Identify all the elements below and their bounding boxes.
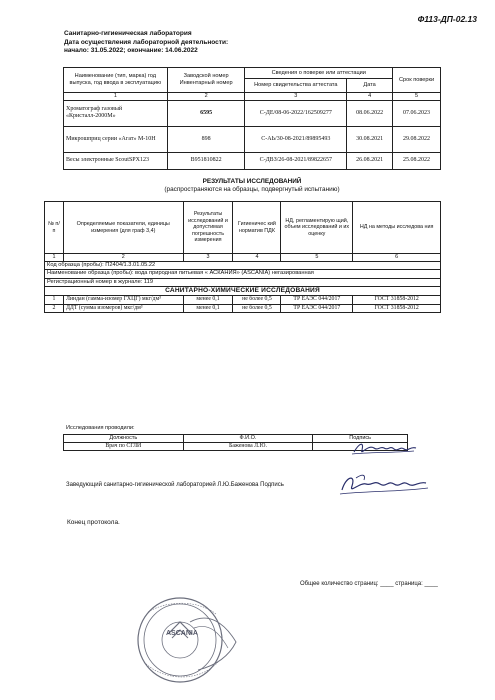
eq-header-date: Дата: [347, 79, 393, 93]
eq-col-number: 4: [347, 93, 393, 101]
rt-header-norm: Гигиеничес кий норматив ПДК: [233, 202, 281, 254]
eq-name: Весы электронные ScoutSPX123: [64, 152, 168, 169]
table-row: [45, 295, 441, 304]
rt-col-number: 1: [45, 254, 64, 262]
eq-col-number: 3: [245, 93, 347, 101]
eq-cert: С-ДВЗ/26-08-2021/89822657: [245, 152, 347, 169]
rt-num: 2: [45, 304, 64, 313]
eq-date: 30.08.2021: [347, 126, 393, 152]
eq-term: 07.06.2023: [393, 100, 441, 126]
eq-cert: С-ДЕ/08-06-2022/162509277: [245, 100, 347, 126]
rt-header-nd-norm: НД, регламентирую щий, объем исследований и их оценку: [281, 202, 353, 254]
table-row: [64, 126, 441, 152]
sg-position: Врач по СГЛИ: [64, 443, 184, 451]
eq-header-cert: Номер свидетельства аттестата: [245, 79, 347, 93]
eq-serial: 898: [167, 126, 245, 152]
eq-header-serial: Заводской номер Инвентарный номер: [167, 68, 245, 93]
eq-header-term: Срок поверки: [393, 68, 441, 93]
sg-header-position: Должность: [64, 435, 184, 443]
results-subtitle: (распространяются на образцы, подвергнутый испытанию): [164, 186, 340, 193]
eq-term: 29.08.2022: [393, 126, 441, 152]
rt-col-number: 6: [353, 254, 441, 262]
protocol-end: Конец протокола.: [67, 519, 120, 526]
rt-value: менее 0,1: [183, 304, 233, 313]
table-row: [45, 304, 441, 313]
eq-serial: B951810822: [167, 152, 245, 169]
signatures-caption: Исследования проводили:: [66, 425, 135, 431]
eq-term: 25.08.2022: [393, 152, 441, 169]
eq-name: Микрошприц серии «Агат» М-10Н: [64, 126, 168, 152]
table-row: [64, 152, 441, 169]
sg-header-sign: Подпись: [313, 435, 408, 443]
table-row: [64, 100, 441, 126]
rt-col-number: 3: [183, 254, 233, 262]
head-signature-image: [336, 472, 432, 500]
period-label: Дата осуществления лабораторной деятельности:: [64, 38, 229, 46]
rt-header-nd-method: НД на методы исследова ния: [353, 202, 441, 254]
eq-name: Хроматограф газовый «Кристалл-2000М»: [64, 100, 168, 126]
section-title: САНИТАРНО-ХИМИЧЕСКИЕ ИССЛЕДОВАНИЯ: [45, 287, 441, 296]
rt-header-indicator: Определяемые показатели, единицы измерения (для граф 3,4): [63, 202, 183, 254]
stamp-seal: [128, 582, 248, 692]
rt-nd-method: ГОСТ 31858-2012: [353, 295, 441, 304]
sample-code: Код образца (пробы): П2404/1.3.01.05.22: [45, 261, 441, 270]
rt-nd-norm: ТР ЕАЭС 044/2017: [281, 295, 353, 304]
rt-norm: не более 0,5: [233, 295, 281, 304]
rt-header-num: № п/п: [45, 202, 64, 254]
pages-count: Общее количество страниц: ____ страница: ____: [300, 581, 438, 587]
results-heading: [63, 178, 441, 194]
eq-date: 08.06.2022: [347, 100, 393, 126]
results-title: РЕЗУЛЬТАТЫ ИССЛЕДОВАНИЙ: [202, 178, 302, 185]
period-dates: начало: 31.05.2022; окончание: 14.06.2022: [64, 47, 198, 55]
rt-indicator: Линдан (гамма-изомер ГХЦГ) мкг/дм³: [63, 295, 183, 304]
rt-nd-method: ГОСТ 31858-2012: [353, 304, 441, 313]
eq-serial: 6595: [167, 100, 245, 126]
rt-num: 1: [45, 295, 64, 304]
rt-header-value: Результаты исследований и допустимая погрешность измерения: [183, 202, 233, 254]
eq-date: 26.08.2021: [347, 152, 393, 169]
sg-fio: Баженова Л.Ю.: [183, 443, 313, 451]
rt-col-number: 4: [233, 254, 281, 262]
rt-value: менее 0,1: [183, 295, 233, 304]
reg-number: Регистрационный номер в журнале: 119: [45, 278, 441, 287]
sample-name: Наименование образца (пробы): вода природная питьевая « АСКАНИЯ» (ASCANIA) негазированная: [45, 270, 441, 279]
rt-indicator: ДДТ (сумма изомеров) мкг/дм³: [63, 304, 183, 313]
eq-header-name: Наименование (тип, марка) год выпуска, год ввода в эксплуатацию: [64, 68, 168, 93]
signature-image: [350, 440, 420, 458]
lab-header: [64, 30, 228, 56]
rt-col-number: 2: [63, 254, 183, 262]
head-of-lab: Заведующий санитарно-гигиенической лабораторией Л.Ю.Баженова Подпись: [66, 482, 284, 488]
stamp-text: ASCANIA: [166, 630, 198, 637]
eq-cert: С-АЬ/30-08-2021/89895493: [245, 126, 347, 152]
lab-name: Санитарно-гигиеническая лаборатория: [64, 30, 192, 37]
rt-nd-norm: ТР ЕАЭС 044/2017: [281, 304, 353, 313]
eq-col-number: 1: [64, 93, 168, 101]
rt-norm: не более 0,5: [233, 304, 281, 313]
results-table: [44, 201, 441, 313]
eq-col-number: 2: [167, 93, 245, 101]
eq-header-verification: Сведения о поверке или аттестации: [245, 68, 393, 79]
rt-col-number: 5: [281, 254, 353, 262]
equipment-table: [63, 67, 441, 170]
form-code: Ф113-ДП-02.13: [417, 14, 477, 24]
eq-col-number: 5: [393, 93, 441, 101]
sg-header-fio: Ф.И.О.: [183, 435, 313, 443]
